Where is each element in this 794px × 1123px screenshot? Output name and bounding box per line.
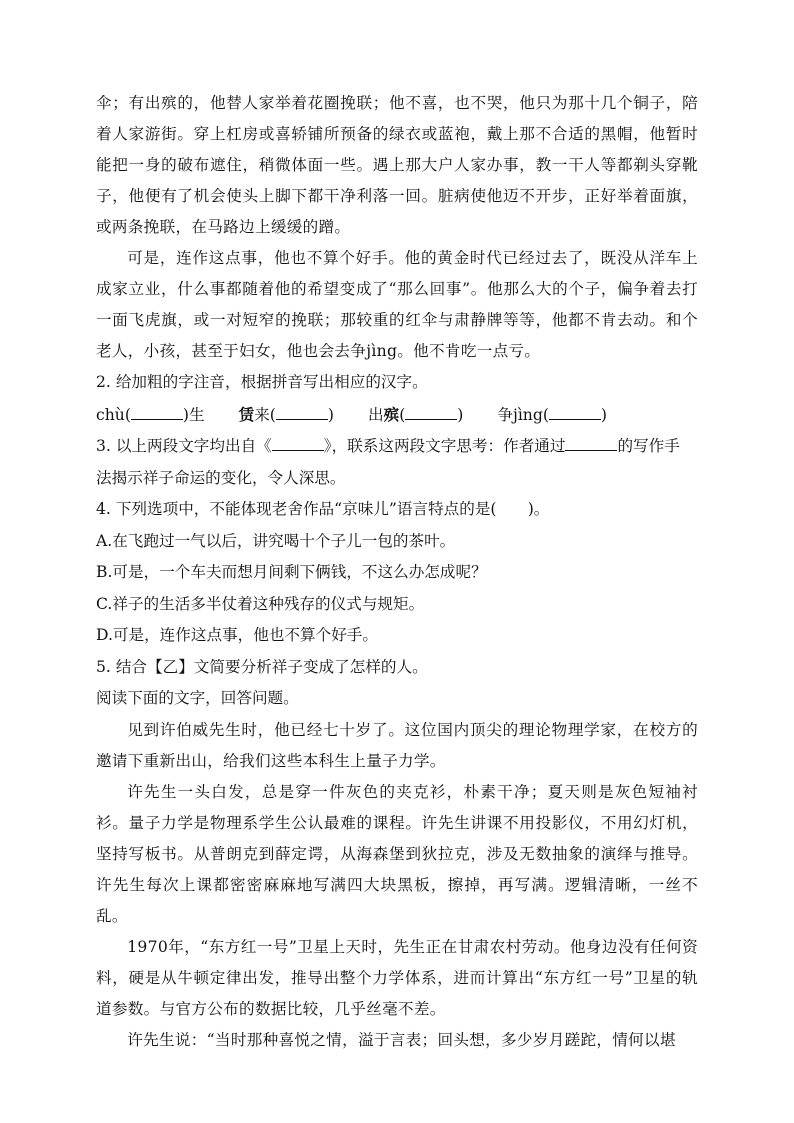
option-d[interactable]: D.可是，连作这点事，他也不算个好手。: [96, 626, 378, 644]
q2-item-2: 赁来( ): [239, 406, 334, 424]
paragraph: 许先生说：“当时那种喜悦之情，溢于言表；回头想，多少岁月蹉跎，情何以堪: [127, 1030, 676, 1049]
reading-intro: 阅读下面的文字，回答问题。: [96, 689, 299, 707]
q2-item-3: 出殡( ): [368, 406, 463, 424]
q2-item-1: chù( )生: [96, 406, 205, 424]
question-3-line2: 法揭示祥子命运的变化，令人深思。: [96, 468, 346, 487]
option-a[interactable]: A.在飞跑过一气以后，讲究喝十个子儿一包的茶叶。: [96, 531, 456, 550]
question-2-items: [96, 399, 698, 432]
paragraph: 可是，连作这点事，他也不算个好手。他的黄金时代已经过去了，既没从洋车上成家立业，什么事都随着他的希望变成了“那么回事”。他那么大的个子，偏争着去打一面飞虎旗，或一对短窄的挽联；那较重的红伞与肃静牌等等，他都不肯去动。和个老人，小孩，甚至于妇女，他也会去争jìng。他不肯吃一点亏。: [96, 249, 698, 360]
document-page: [96, 88, 698, 1056]
answer-blank[interactable]: [272, 432, 324, 451]
option-c[interactable]: C.祥子的生活多半仗着这种残存的仪式与规矩。: [96, 594, 425, 613]
answer-blank[interactable]: [405, 401, 457, 420]
paragraph: 1970年，“东方红一号”卫星上天时，先生正在甘肃农村劳动。他身边没有任何资料，硬是从牛顿定律出发，推导出整个力学体系，进而计算出“东方红一号”卫星的轨道参数。与官方公布的数据比较，几乎丝毫不差。: [96, 937, 698, 1018]
answer-blank[interactable]: [276, 401, 328, 420]
answer-blank[interactable]: [565, 432, 617, 451]
passage-xu: [96, 715, 698, 1056]
question-2-stem: 2. 给加粗的字注音，根据拼音写出相应的汉字。: [96, 373, 428, 391]
option-b[interactable]: B.可是，一个车夫而想月间剩下俩钱，不这么办怎成呢？: [96, 563, 487, 581]
question-3: 3. 以上两段文字均出自《 》，联系这两段文字思考：作者通过 的写作手: [96, 431, 698, 463]
passage-jia: [96, 88, 698, 367]
paragraph: 伞；有出殡的，他替人家举着花圈挽联；他不喜，也不哭，他只为那十几个铜子，陪着人家游街。穿上杠房或喜轿铺所预备的绿衣或蓝袍，戴上那不合适的黑帽，他暂时能把一身的破布遮住，稍微体面一些。遇上那大户人家办事，教一干人等都剃头穿靴子，他便有了机会使头上脚下都干净利落一回。脏病使他迈不开步，正好举着面旗，或两条挽联，在马路边上缓缓的蹭。: [96, 94, 698, 236]
answer-blank[interactable]: [549, 401, 601, 420]
paragraph: 见到许伯威先生时，他已经七十岁了。这位国内顶尖的理论物理学家，在校方的邀请下重新出山，给我们这些本科生上量子力学。: [96, 720, 698, 770]
question-5: 5. 结合【乙】文简要分析祥子变成了怎样的人。: [96, 657, 428, 676]
answer-blank[interactable]: [131, 401, 183, 420]
paragraph: 许先生一头白发，总是穿一件灰色的夹克衫，朴素干净；夏天则是灰色短袖衬衫。量子力学是物理系学生公认最难的课程。许先生讲课不用投影仪，不用幻灯机，坚持写板书。从普朗克到薛定谔，从海森堡到狄拉克，涉及无数抽象的演绎与推导。许先生每次上课都密密麻麻地写满四大块黑板，擦掉，再写满。逻辑清晰，一丝不乱。: [96, 782, 698, 925]
question-4-stem: 4. 下列选项中，不能体现老舍作品“京味儿”语言特点的是( )。: [96, 500, 550, 518]
q2-item-4: 争jìng( ): [497, 406, 607, 424]
